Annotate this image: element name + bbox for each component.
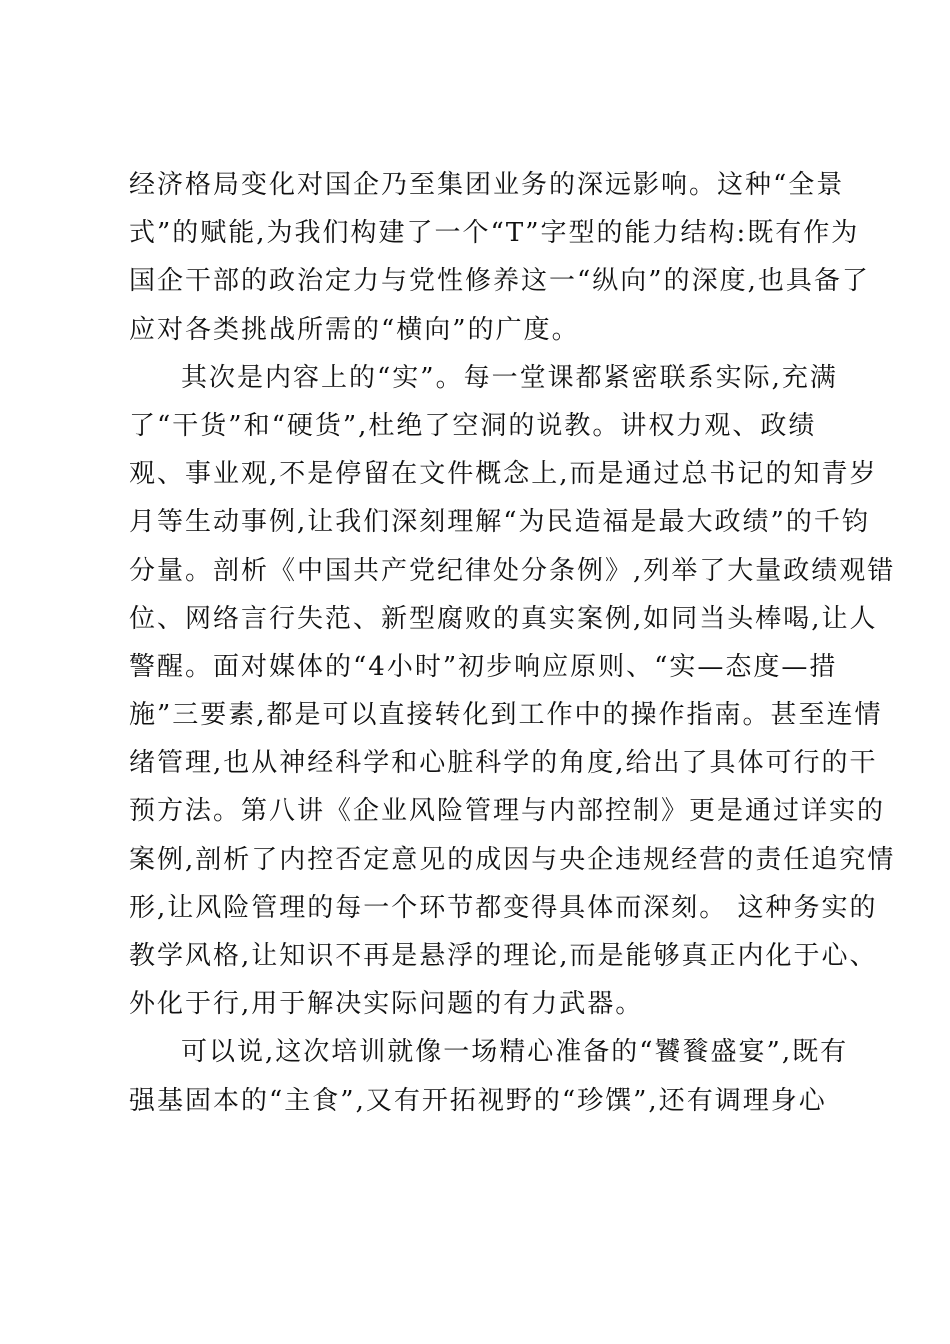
document-body: [129, 161, 896, 1125]
text-line: 位、网络言行失范、新型腐败的真实案例,如同当头棒喝,让人: [129, 603, 878, 634]
text-line: 案例,剖析了内控否定意见的成因与央企违规经营的责任追究情: [129, 844, 896, 875]
text-line: 月等生动事例,让我们深刻理解“为民造福是最大政绩”的千钧: [129, 507, 870, 538]
text-line: 可以说,这次培训就像一场精心准备的“饕餮盛宴”,既有: [181, 1037, 849, 1068]
text-line: 形,让风险管理的每一个环节都变得具体而深刻。 这种务实的: [129, 892, 878, 923]
text-line: 分量。剖析《中国共产党纪律处分条例》,列举了大量政绩观错: [129, 555, 896, 586]
text-line: 预方法。第八讲《企业风险管理与内部控制》更是通过详实的: [129, 796, 886, 827]
text-line: 观、事业观,不是停留在文件概念上,而是通过总书记的知青岁: [129, 459, 878, 490]
text-line: 警醒。面对媒体的“4小时”初步响应原则、“实—态度—措: [129, 651, 838, 682]
text-line: 施”三要素,都是可以直接转化到工作中的操作指南。甚至连情: [129, 700, 883, 731]
text-line: 国企干部的政治定力与党性修养这一“纵向”的深度,也具备了: [129, 266, 870, 297]
text-line: 经济格局变化对国企乃至集团业务的深远影响。这种“全景: [129, 170, 845, 200]
text-line: 了“干货”和“硬货”,杜绝了空洞的说教。讲权力观、政绩: [129, 410, 817, 441]
paragraph-2: [129, 354, 896, 1029]
text-line: 外化于行,用于解决实际问题的有力武器。: [129, 989, 644, 1020]
text-line: 强基固本的“主食”,又有开拓视野的“珍馔”,还有调理身心: [129, 1085, 827, 1116]
text-line: 式”的赋能,为我们构建了一个“T”字型的能力结构:既有作为: [129, 218, 860, 249]
text-line: 教学风格,让知识不再是悬浮的理论,而是能够真正内化于心、: [129, 941, 878, 971]
text-line: 其次是内容上的“实”。每一堂课都紧密联系实际,充满: [181, 362, 838, 393]
text-line: 绪管理,也从神经科学和心脏科学的角度,给出了具体可行的干: [129, 748, 878, 779]
paragraph-1: [129, 161, 870, 354]
text-line: 应对各类挑战所需的“横向”的广度。: [129, 314, 580, 345]
paragraph-3: [129, 1028, 849, 1124]
